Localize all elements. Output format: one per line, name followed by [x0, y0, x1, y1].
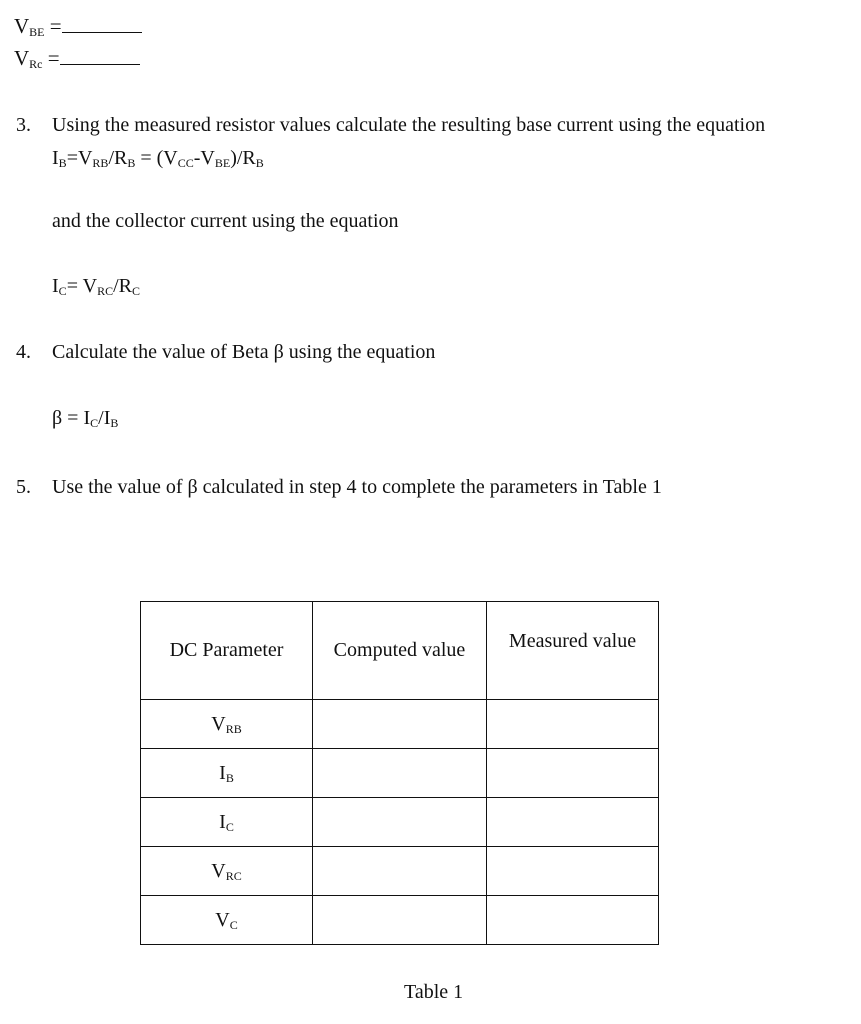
measured-cell[interactable] — [487, 847, 659, 896]
step3-text2: and the collector current using the equation — [52, 210, 399, 232]
step4-text: Calculate the value of Beta β using the equation — [52, 341, 436, 363]
eq-part: /R — [108, 147, 128, 169]
table-caption: Table 1 — [404, 981, 464, 1003]
computed-cell[interactable] — [313, 749, 487, 798]
param-subscript: RB — [225, 721, 242, 736]
table-row — [141, 896, 659, 945]
param-cell — [141, 847, 313, 896]
eq-sub: CC — [177, 156, 194, 170]
eq-sub: C — [58, 284, 67, 298]
computed-cell[interactable] — [313, 798, 487, 847]
param-symbol: V — [211, 712, 226, 735]
eq-sub: RB — [92, 156, 109, 170]
vrc-line — [14, 46, 140, 70]
param-cell — [141, 700, 313, 749]
param-symbol: V — [215, 908, 230, 931]
param-symbol: I — [219, 810, 226, 833]
eq-part: = V — [66, 275, 98, 297]
vrc-blank[interactable] — [60, 52, 140, 65]
eq-part: β = I — [52, 407, 91, 429]
header-dc-parameter: DC Parameter — [141, 602, 313, 700]
param-symbol: V — [211, 859, 226, 882]
param-subscript: RC — [225, 868, 242, 883]
computed-cell[interactable] — [313, 847, 487, 896]
vrc-equals: = — [47, 46, 60, 70]
measured-cell[interactable] — [487, 749, 659, 798]
measured-cell[interactable] — [487, 798, 659, 847]
step3-text: Using the measured resistor values calculate the resulting base current using the equation — [52, 114, 766, 136]
table-row — [141, 700, 659, 749]
table-row — [141, 749, 659, 798]
param-cell — [141, 749, 313, 798]
computed-cell[interactable] — [313, 700, 487, 749]
vbe-equals: = — [49, 14, 62, 38]
vrc-symbol: V — [14, 46, 30, 70]
eq-part: /I — [98, 407, 111, 429]
header-measured-label: Measured value — [508, 630, 637, 652]
step5-text: Use the value of β calculated in step 4 to complete the parameters in Table 1 — [52, 476, 662, 498]
eq-sub: B — [58, 156, 67, 170]
header-computed-value: Computed value — [313, 602, 487, 700]
eq-part: /R — [113, 275, 132, 297]
eq-sub: B — [255, 156, 264, 170]
eq-part: )/R — [230, 147, 256, 169]
param-symbol: I — [219, 761, 226, 784]
vrc-subscript: Rc — [29, 57, 43, 71]
eq-sub: C — [131, 284, 140, 298]
step5-number: 5. — [16, 476, 31, 498]
param-subscript: B — [225, 770, 234, 785]
vbe-blank[interactable] — [62, 20, 142, 33]
eq-sub: C — [90, 416, 99, 430]
measured-cell[interactable] — [487, 700, 659, 749]
eq-sub: B — [127, 156, 136, 170]
table-header-row — [141, 602, 659, 700]
eq-i: I — [52, 275, 59, 297]
vbe-subscript: BE — [29, 25, 45, 39]
step3-equation-base — [52, 146, 264, 170]
eq-part: =V — [66, 147, 93, 169]
eq-sub: B — [110, 416, 119, 430]
param-cell — [141, 798, 313, 847]
vbe-symbol: V — [14, 14, 30, 38]
eq-sub: RC — [97, 284, 114, 298]
param-cell — [141, 896, 313, 945]
header-measured-value — [487, 602, 659, 700]
measured-cell[interactable] — [487, 896, 659, 945]
param-subscript: C — [229, 917, 238, 932]
eq-part: = (V — [135, 147, 178, 169]
eq-part: -V — [193, 147, 215, 169]
table-row — [141, 798, 659, 847]
step3-item — [16, 113, 765, 137]
dc-parameter-table — [140, 601, 659, 945]
step4-item — [16, 340, 435, 364]
computed-cell[interactable] — [313, 896, 487, 945]
step3-equation-collector — [52, 274, 140, 298]
step4-equation — [52, 406, 118, 430]
vbe-line — [14, 14, 142, 38]
eq-sub: BE — [214, 156, 231, 170]
step5-item — [16, 475, 662, 499]
step4-number: 4. — [16, 341, 31, 363]
step3-number: 3. — [16, 114, 31, 136]
param-subscript: C — [225, 819, 234, 834]
eq-i: I — [52, 147, 59, 169]
table-row — [141, 847, 659, 896]
